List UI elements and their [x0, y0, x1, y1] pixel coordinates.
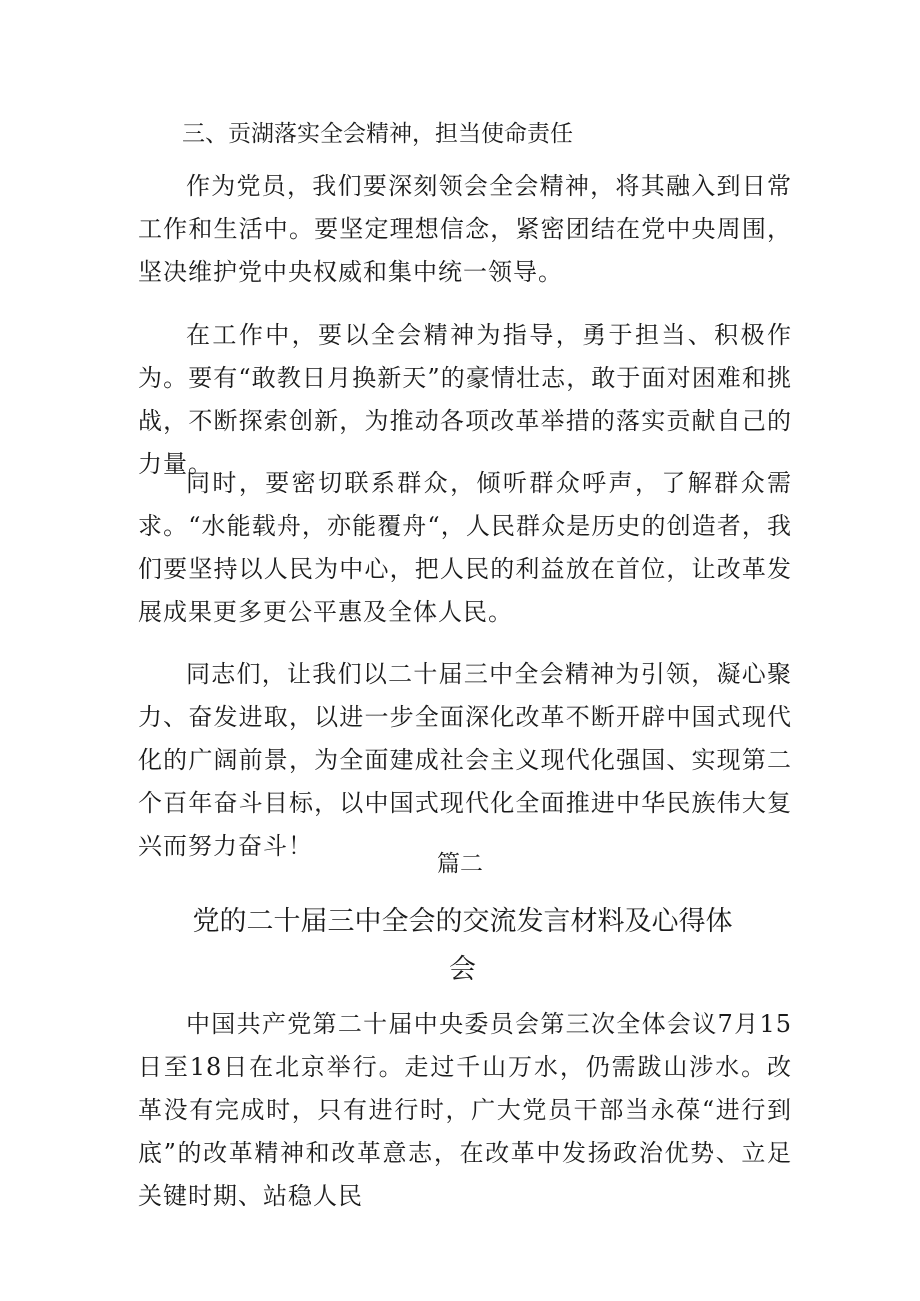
piece-label: 篇二: [437, 851, 483, 877]
paragraph-party-member: 作为党员，我们要深刻领会全会精神，将其融入到日常工作和生活中。要坚定理想信念，紧密团结在党中央周围，坚决维护党中央权威和集中统一领导。: [138, 172, 792, 286]
document-title: 党的二十届三中全会的交流发言材料及心得体会: [192, 906, 733, 985]
paragraph-closing: 同志们，让我们以二十届三中全会精神为引领，凝心聚力、奋发进取，以进一步全面深化改革不断开辟中国式现代化的广阔前景，为全面建成社会主义现代化强国、实现第二个百年奋斗目标，以中国式现代化全面推进中华民族伟大复兴而努力奋斗！: [138, 660, 792, 860]
paragraph-intro: 中国共产党第二十届中央委员会第三次全体会议7月15日至18日在北京举行。走过千山万水，仍需跋山涉水。改革没有完成时，只有进行时，广大党员干部当永葆“进行到底”的改革精神和改革意志，在改革中发扬政治优势、立足关键时期、站稳人民: [138, 1010, 792, 1210]
section-heading: 三、贡湖落实全会精神，担当使命责任: [182, 121, 573, 147]
paragraph-masses: 同时，要密切联系群众，倾听群众呼声，了解群众需求。“水能载舟，亦能覆舟“，人民群众是历史的创造者，我们要坚持以人民为中心，把人民的利益放在首位，让改革发展成果更多更公平惠及全体人民。: [138, 469, 792, 626]
paragraph-work: 在工作中，要以全会精神为指导，勇于担当、积极作为。要有“敢教日月换新天”的豪情壮志，敢于面对困难和挑战，不断探索创新，为推动各项改革举措的落实贡献自己的力量。: [138, 321, 792, 478]
